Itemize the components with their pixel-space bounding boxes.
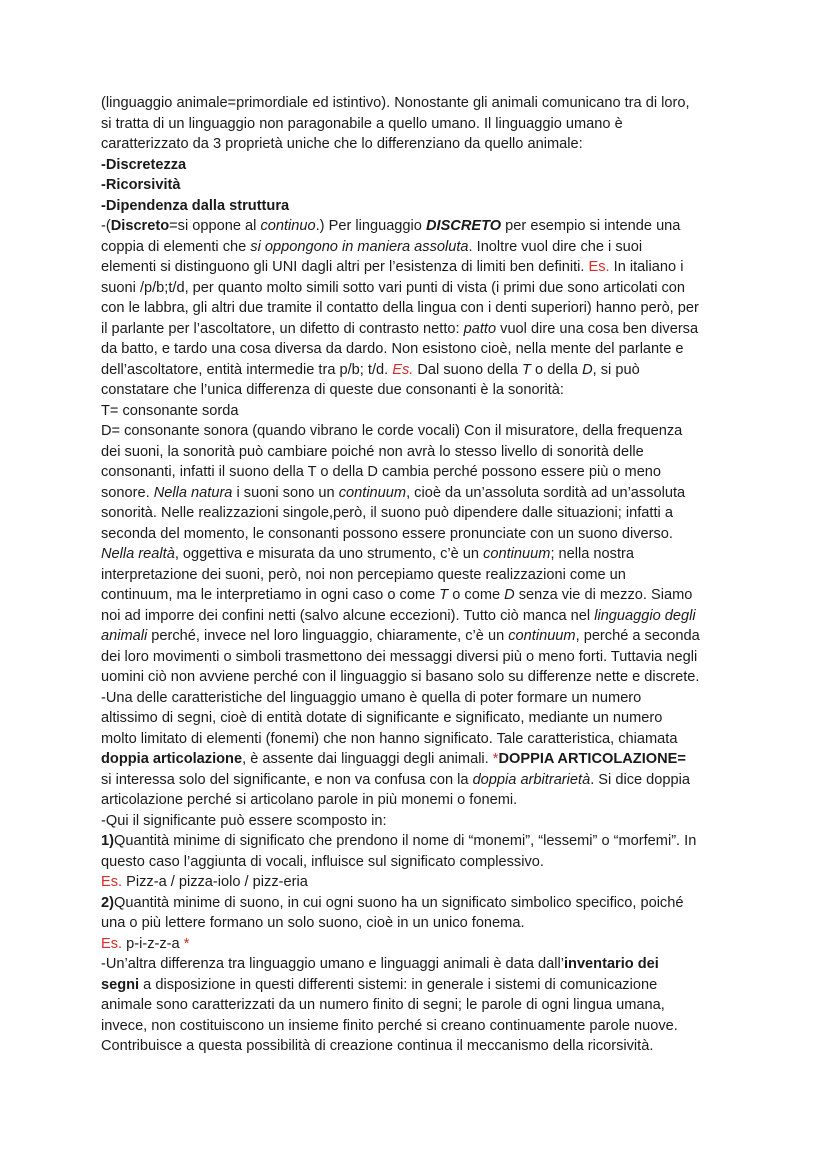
text-line bbox=[101, 257, 768, 278]
text-segment: , è assente dai linguaggi degli animali. bbox=[242, 751, 493, 767]
example-marker: Es. bbox=[101, 874, 123, 890]
text-segment: vuol dire una cosa ben diversa bbox=[496, 320, 699, 337]
text-segment: continuo bbox=[260, 218, 316, 234]
text-segment: o come bbox=[448, 587, 505, 603]
text-line bbox=[101, 503, 768, 524]
text-segment: dell’ascoltatore, entità intermedie tra p/b; t/d. bbox=[101, 361, 393, 378]
text-segment: questo caso l’aggiunta di vocali, influisce sul significato complessivo. bbox=[101, 853, 544, 870]
text-line bbox=[101, 339, 768, 360]
text-line bbox=[101, 749, 768, 770]
text-line bbox=[101, 852, 768, 873]
text-line bbox=[101, 298, 768, 319]
text-segment: sonore. bbox=[101, 484, 154, 501]
text-segment: p-i-z-z-a bbox=[122, 935, 184, 952]
text-line bbox=[101, 462, 768, 483]
text-segment: patto bbox=[463, 320, 497, 337]
text-line bbox=[101, 401, 768, 422]
text-line bbox=[101, 913, 768, 934]
text-line bbox=[101, 831, 768, 852]
text-line bbox=[101, 175, 768, 196]
text-line bbox=[101, 544, 768, 565]
text-line bbox=[101, 380, 768, 401]
text-line bbox=[101, 319, 768, 340]
text-line bbox=[101, 708, 768, 729]
bold-text: DOPPIA ARTICOLAZIONE= bbox=[498, 751, 686, 767]
text-line bbox=[101, 442, 768, 463]
text-segment: invece, non costituiscono un insieme finito perché si creano continuamente parole nuove. bbox=[101, 1017, 678, 1034]
text-segment: suoni /p/b;t/d, per quanto molto simili sotto vari punti di vista (i primi due sono articolati con bbox=[101, 279, 686, 296]
bold-text: -Discretezza bbox=[101, 156, 187, 173]
text-segment: perché, invece nel loro linguaggio, chiaramente, c’è un bbox=[147, 628, 509, 644]
text-line bbox=[101, 770, 768, 791]
text-segment: consonanti, infatti il suono della T o della D cambia perché possono essere più o meno bbox=[101, 464, 662, 480]
example-marker: Es. bbox=[101, 935, 123, 952]
text-segment: T bbox=[439, 587, 449, 603]
text-segment: uomini ciò non avviene perché con il linguaggio si basano solo su differenze nette e discrete. bbox=[101, 669, 700, 685]
text-line bbox=[101, 483, 768, 504]
text-segment: Dal suono della bbox=[413, 361, 523, 378]
text-line bbox=[101, 237, 768, 258]
text-segment: constatare che l’unica differenza di queste due consonanti è la sonorità: bbox=[101, 382, 564, 398]
bold-text: 2) bbox=[101, 894, 114, 911]
text-segment: per esempio si intende una bbox=[501, 218, 681, 234]
text-line bbox=[101, 647, 768, 668]
text-segment: sonorità. Nelle realizzazioni singole,però, il suono può dipendere dalle situazioni; infatti a bbox=[101, 505, 673, 521]
text-segment: a disposizione in questi differenti sistemi: in generale i sistemi di comunicazione bbox=[139, 976, 658, 993]
text-segment: T bbox=[522, 361, 531, 378]
text-segment: , perché a seconda bbox=[575, 628, 700, 644]
text-segment: interpretazione dei suoni, però, noi non percepiamo queste realizzazioni come un bbox=[101, 566, 626, 583]
text-segment: dei loro movimenti o simboli trasmettono dei messaggi diversi più o meno forti. Tuttavia negli bbox=[101, 648, 698, 665]
text-segment: altissimo di segni, cioè di entità dotate di significante e significato, mediante un numero bbox=[101, 710, 663, 726]
text-line bbox=[101, 729, 768, 750]
text-segment: -Qui il significante può essere scomposto in: bbox=[101, 812, 387, 829]
text-segment: con le labbra, gli altri due tramite il contatto della lingua con i denti superiori) hanno però, per bbox=[101, 300, 699, 316]
text-line bbox=[101, 893, 768, 914]
text-segment: Contribuisce a questa possibilità di creazione continua il meccanismo della ricorsività. bbox=[101, 1038, 654, 1054]
text-line bbox=[101, 811, 768, 832]
text-segment: dei suoni, la sonorità può cambiare poiché non avrà lo stesso livello di sonorità delle bbox=[101, 443, 644, 460]
text-segment: continuum bbox=[483, 546, 551, 562]
text-segment: Nella natura bbox=[153, 484, 233, 501]
text-line bbox=[101, 667, 768, 688]
text-line bbox=[101, 278, 768, 299]
text-line bbox=[101, 626, 768, 647]
bold-text: segni bbox=[101, 976, 140, 993]
text-segment: noi ad imporre dei confini netti (salvo alcune eccezioni). Tutto ciò manca nel bbox=[101, 607, 595, 624]
bold-text: -Ricorsività bbox=[101, 177, 181, 193]
text-segment: si interessa solo del significante, e non va confusa con la bbox=[101, 771, 473, 788]
text-line bbox=[101, 1036, 768, 1057]
text-segment: da batto, e tardo una cosa diversa da dardo. Non esistono cioè, nella mente del parlante e bbox=[101, 341, 684, 357]
example-marker: Es. bbox=[392, 361, 414, 378]
text-segment: ; nella nostra bbox=[550, 546, 634, 562]
bold-text: inventario dei bbox=[563, 956, 659, 972]
text-segment: continuum, ma le interpretiamo in ogni caso o come bbox=[101, 587, 440, 603]
text-line bbox=[101, 524, 768, 545]
text-segment: elementi si distinguono gli UNI dagli altri per l’esistenza di limiti ben definiti. bbox=[101, 259, 589, 275]
text-segment: , oggettiva e misurata da uno strumento, c’è un bbox=[174, 546, 484, 562]
text-line bbox=[101, 934, 768, 955]
bold-text: 1) bbox=[101, 833, 114, 849]
text-segment: Quantità minime di significato che prendono il nome di “monemi”, “lessemi” o “morfemi”. In bbox=[113, 833, 697, 849]
text-segment: senza vie di mezzo. Siamo bbox=[514, 587, 693, 603]
text-segment: D bbox=[582, 361, 593, 378]
text-segment: caratterizzato da 3 proprietà uniche che lo differenziano da quello animale: bbox=[101, 136, 583, 152]
text-segment: coppia di elementi che bbox=[101, 238, 251, 255]
text-segment: , si può bbox=[592, 361, 640, 378]
text-segment: il parlante per l’ascoltatore, un difetto di contrasto netto: bbox=[101, 320, 464, 337]
text-segment: =si oppone al bbox=[169, 218, 261, 234]
text-segment: articolazione perché si articolano parole in più monemi o fonemi. bbox=[101, 792, 518, 808]
text-line bbox=[101, 155, 768, 176]
text-segment: (linguaggio animale=primordiale ed istintivo). Nonostante gli animali comunicano tra di loro, bbox=[101, 95, 690, 111]
text-segment: i suoni sono un bbox=[232, 484, 339, 501]
text-line bbox=[101, 606, 768, 627]
text-segment: si oppongono in maniera assoluta bbox=[250, 238, 469, 255]
text-segment: animali bbox=[101, 628, 148, 644]
example-marker: * bbox=[183, 935, 190, 952]
text-segment: seconda del momento, le consonanti possono essere pronunciate con un suono diverso. bbox=[101, 525, 673, 542]
text-line bbox=[101, 790, 768, 811]
text-segment: . Inoltre vuol dire che i suoi bbox=[468, 238, 643, 255]
text-line bbox=[101, 93, 768, 114]
text-line bbox=[101, 585, 768, 606]
bold-text: DISCRETO bbox=[425, 218, 502, 234]
text-segment: molto limitato di elementi (fonemi) che non hanno significato. Tale caratteristica, chiamata bbox=[101, 730, 678, 747]
text-segment: animale sono caratterizzati da un numero finito di segni; le parole di ogni lingua umana, bbox=[101, 997, 665, 1013]
text-line bbox=[101, 872, 768, 893]
text-segment: In italiano i bbox=[609, 259, 684, 275]
bold-text: Discreto bbox=[110, 218, 170, 234]
text-segment: una o più lettere formano un solo suono, cioè in un unico fonema. bbox=[101, 915, 525, 931]
example-marker: Es. bbox=[588, 259, 610, 275]
bold-text: doppia articolazione bbox=[101, 751, 243, 767]
text-line bbox=[101, 1016, 768, 1037]
text-segment: Pizz-a / pizza-iolo / pizz-eria bbox=[122, 874, 308, 890]
text-line bbox=[101, 995, 768, 1016]
text-line bbox=[101, 360, 768, 381]
text-line bbox=[101, 975, 768, 996]
example-marker: * bbox=[492, 751, 499, 767]
text-line bbox=[101, 688, 768, 709]
text-line bbox=[101, 114, 768, 135]
text-segment: , cioè da un’assoluta sordità ad un’assoluta bbox=[406, 484, 686, 501]
text-line bbox=[101, 216, 768, 237]
text-segment: continuum bbox=[338, 484, 407, 501]
text-segment: o della bbox=[530, 361, 583, 378]
text-segment: doppia arbitrarietà bbox=[472, 771, 591, 788]
text-segment: Nella realtà bbox=[101, 546, 175, 562]
text-segment: . Si dice doppia bbox=[590, 771, 690, 788]
text-segment: D= consonante sonora (quando vibrano le corde vocali) Con il misuratore, della frequenza bbox=[101, 423, 683, 439]
text-segment: linguaggio degli bbox=[594, 607, 696, 624]
text-segment: Quantità minime di suono, in cui ogni suono ha un significato simbolico specifico, poiché bbox=[113, 894, 684, 911]
text-segment: -Una delle caratteristiche del linguaggio umano è quella di poter formare un numero bbox=[101, 689, 642, 706]
text-segment: -( bbox=[101, 218, 111, 234]
text-segment: continuum bbox=[508, 628, 576, 644]
text-segment: -Un’altra differenza tra linguaggio umano e linguaggi animali è data dall’ bbox=[101, 956, 564, 972]
text-line bbox=[101, 565, 768, 586]
text-line bbox=[101, 954, 768, 975]
bold-text: -Dipendenza dalla struttura bbox=[101, 197, 290, 214]
document-body bbox=[101, 93, 768, 1057]
text-segment: D bbox=[504, 587, 515, 603]
text-line bbox=[101, 196, 768, 217]
text-line bbox=[101, 134, 768, 155]
text-segment: si tratta di un linguaggio non paragonabile a quello umano. Il linguaggio umano è bbox=[101, 115, 623, 132]
text-segment: .) Per linguaggio bbox=[315, 218, 426, 234]
text-line bbox=[101, 421, 768, 442]
text-segment: T= consonante sorda bbox=[101, 402, 239, 419]
